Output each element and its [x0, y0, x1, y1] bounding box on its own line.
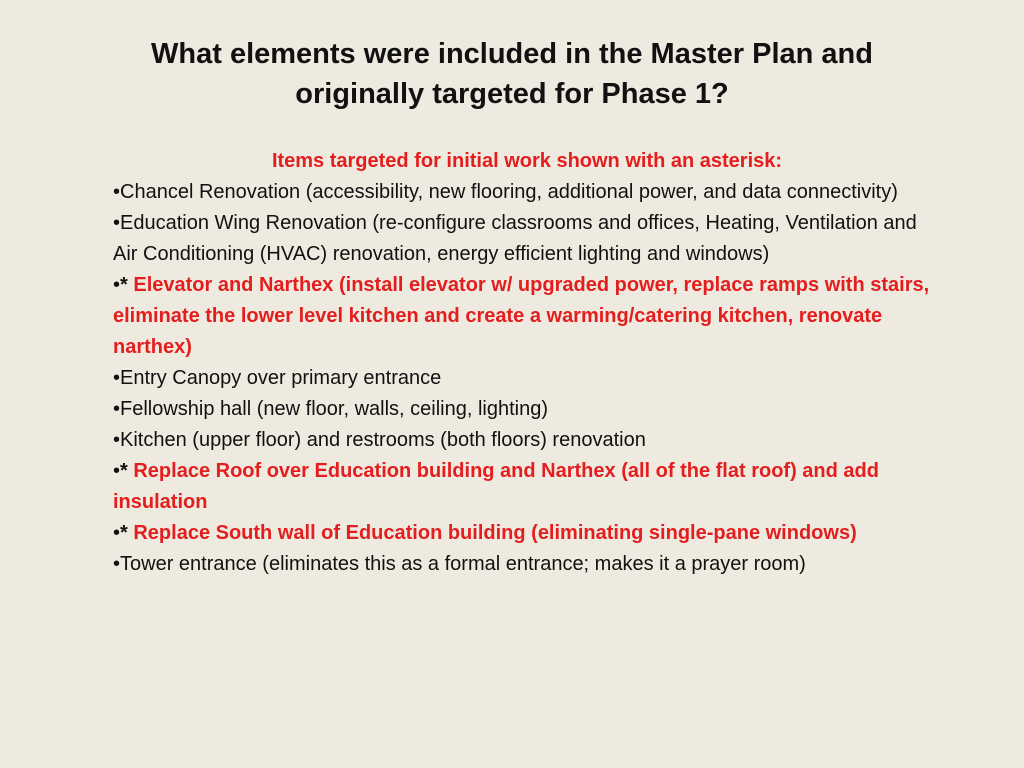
list-item-fellowship-hall — [113, 394, 933, 425]
bullet: • — [113, 212, 121, 234]
bullet: • — [113, 429, 121, 451]
item-text: Chancel Renovation (accessibility, new flooring, additional power, and data connectivity) — [120, 181, 898, 203]
item-text: Education Wing Renovation (re-configure classrooms and offices, Heating, Ventilation and Air Conditioning (HVAC) renovation, energy efficient lighting and windows) — [113, 212, 917, 265]
item-text: Tower entrance (eliminates this as a formal entrance; makes it a prayer room) — [120, 553, 806, 575]
item-text-highlighted: Replace South wall of Education building (eliminating single-pane windows) — [133, 522, 857, 544]
list-item-entry-canopy — [113, 363, 933, 394]
list-item-chancel-renovation — [113, 177, 933, 208]
asterisk-marker: * — [120, 522, 134, 544]
list-item-education-wing-renovation — [113, 208, 933, 270]
asterisk-marker: * — [120, 460, 134, 482]
bullet: • — [113, 181, 121, 203]
asterisk-marker: * — [120, 274, 134, 296]
bullet: • — [113, 398, 121, 420]
item-text: Kitchen (upper floor) and restrooms (both floors) renovation — [120, 429, 646, 451]
bullet: • — [113, 460, 121, 482]
item-text-highlighted: Elevator and Narthex (install elevator w/ upgraded power, replace ramps with stairs, eliminate the lower level kitchen and create a warming/catering kitchen, renovate narthex) — [113, 274, 930, 358]
bullet: • — [113, 522, 121, 544]
item-text: Entry Canopy over primary entrance — [120, 367, 442, 389]
slide-content — [113, 146, 933, 580]
list-item-replace-south-wall — [113, 518, 933, 549]
item-text: Fellowship hall (new floor, walls, ceiling, lighting) — [120, 398, 548, 420]
list-item-tower-entrance — [113, 549, 933, 580]
bullet: • — [113, 274, 121, 296]
slide-subtitle: Items targeted for initial work shown with an asterisk: — [271, 150, 783, 172]
item-text-highlighted: Replace Roof over Education building and Narthex (all of the flat roof) and add insulation — [113, 460, 879, 513]
list-item-kitchen-restrooms — [113, 425, 933, 456]
list-item-replace-roof — [113, 456, 933, 518]
bullet: • — [113, 367, 121, 389]
list-item-elevator-narthex — [113, 270, 933, 363]
bullet: • — [113, 553, 121, 575]
slide-title: What elements were included in the Master Plan and originally targeted for Phase 1? — [151, 38, 873, 110]
phase-items-list — [113, 177, 933, 580]
